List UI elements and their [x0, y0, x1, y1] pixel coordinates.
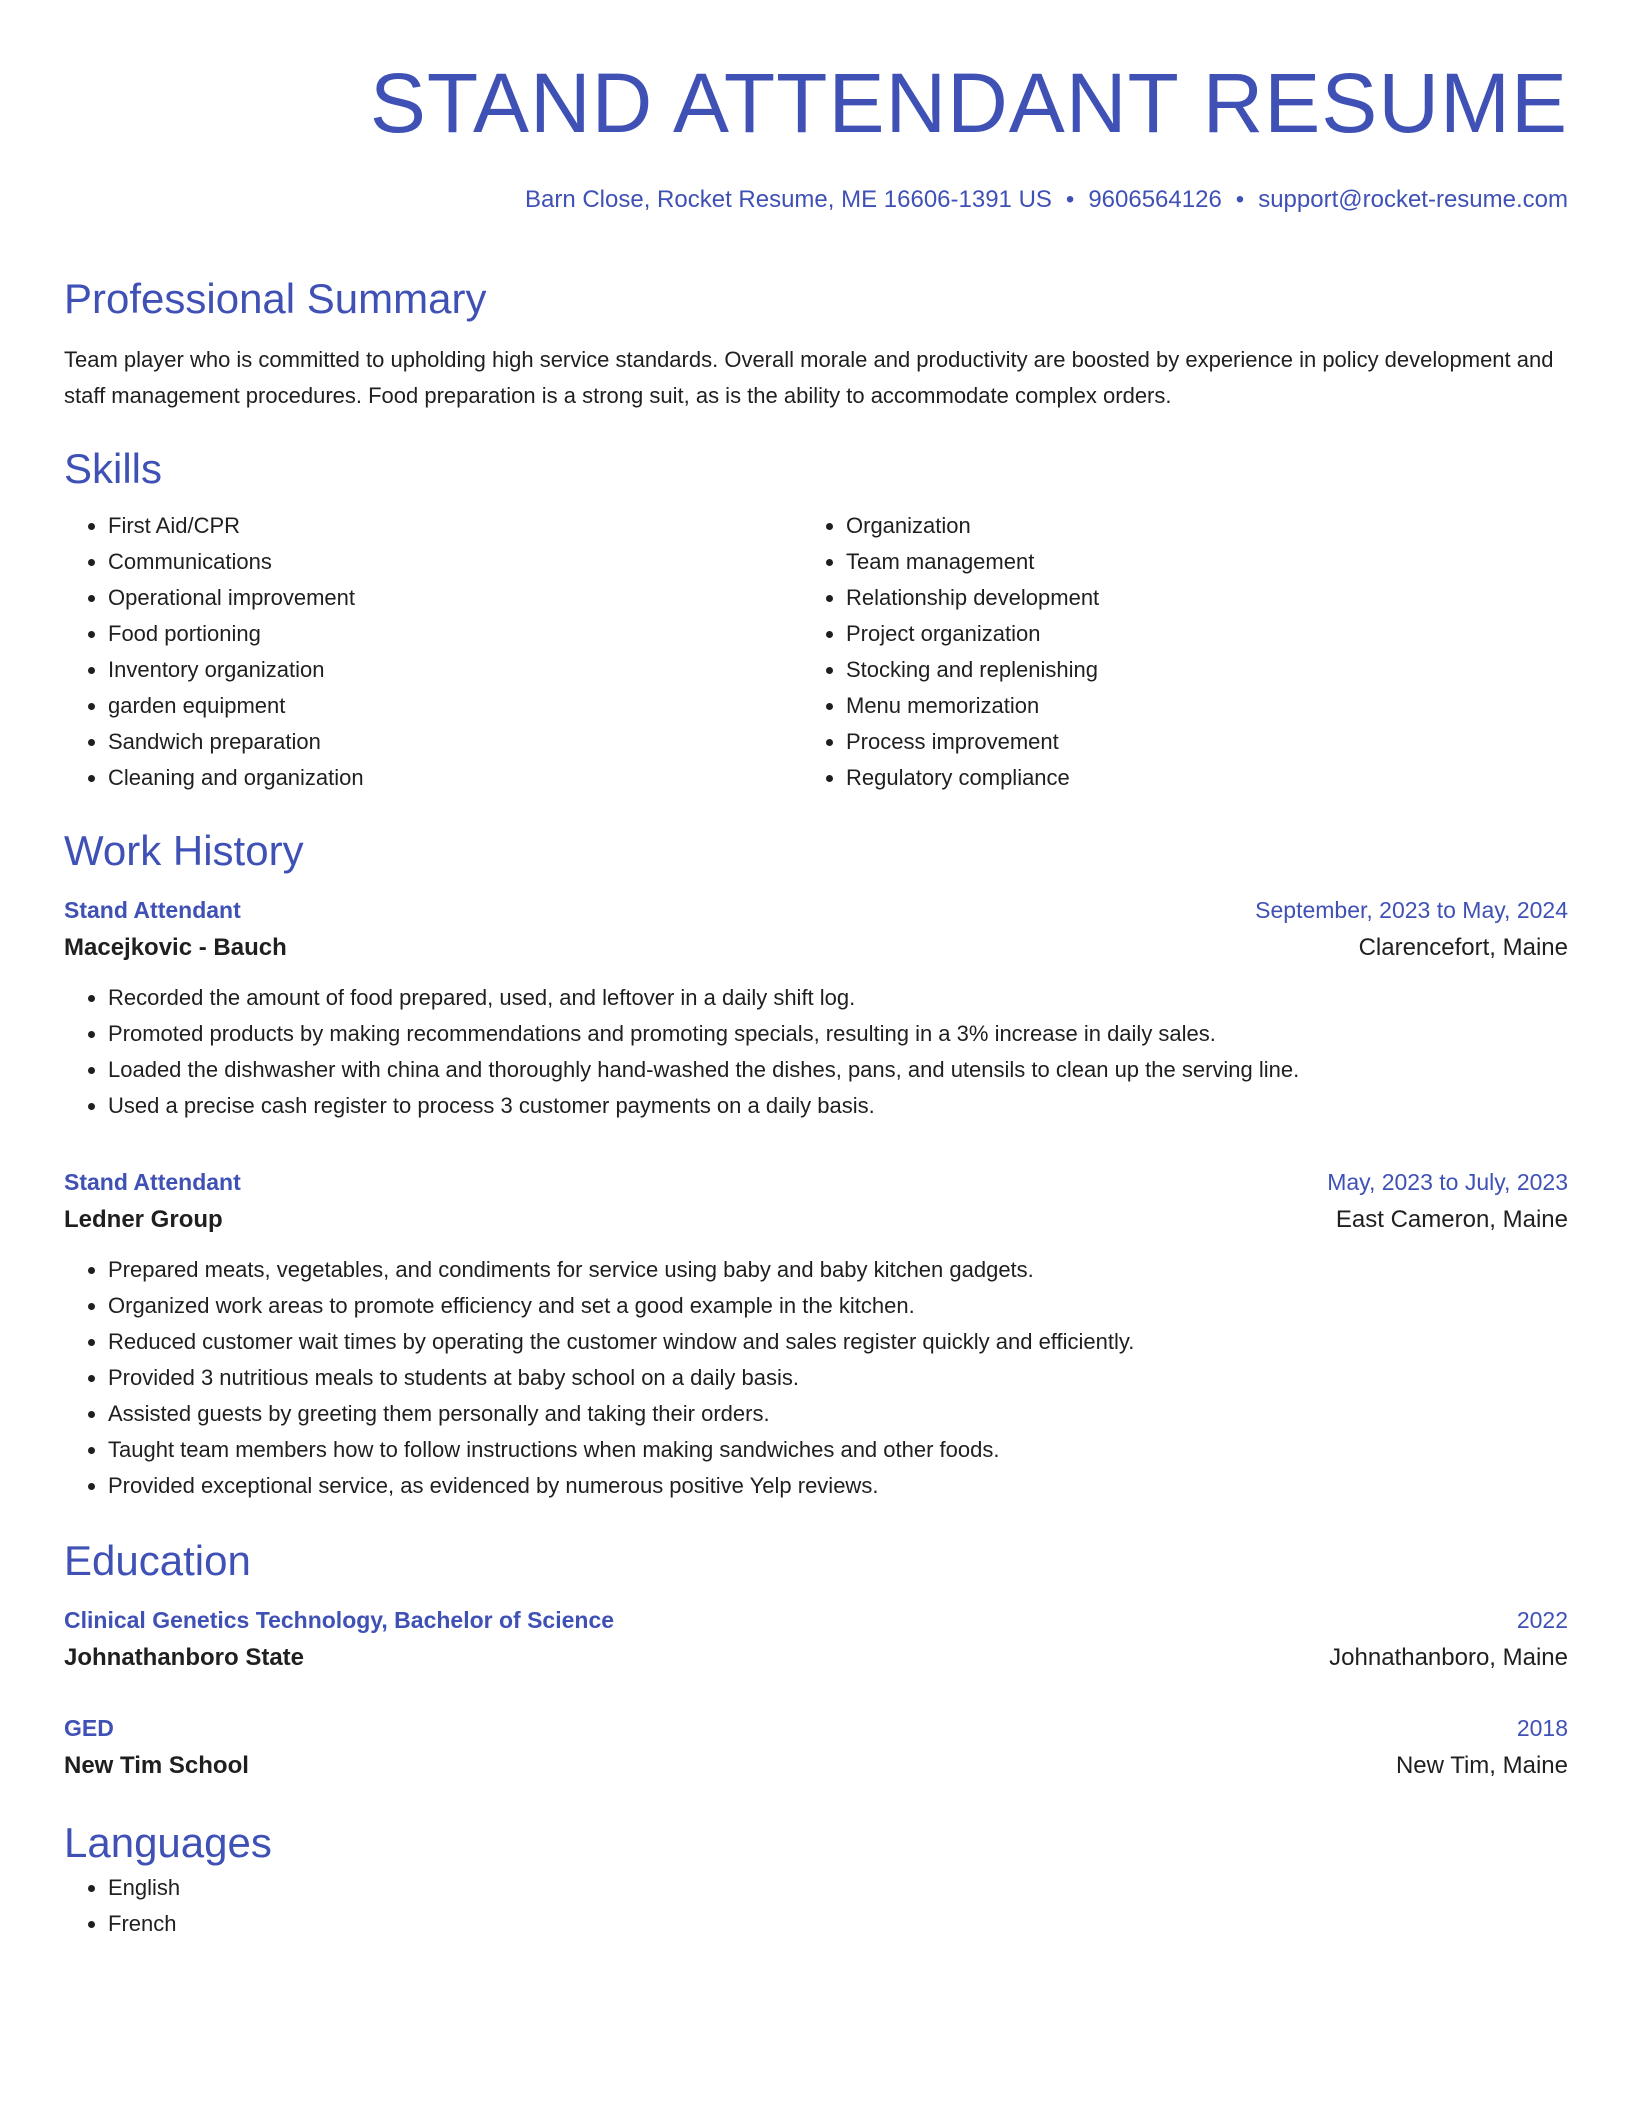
- language-item: • French: [108, 1906, 1568, 1942]
- education-degree: Clinical Genetics Technology, Bachelor of Science: [64, 1607, 615, 1633]
- job-role: Stand Attendant: [64, 1169, 241, 1195]
- job-employer-row: [64, 1200, 1568, 1240]
- language-item: • English: [108, 1870, 1568, 1906]
- education-year: 2018: [1516, 1715, 1568, 1741]
- education-school: New Tim School: [64, 1752, 249, 1779]
- education-school: Johnathanboro State: [64, 1644, 305, 1671]
- job-duties-list: [64, 1252, 1568, 1504]
- job-location: East Cameron, Maine: [1335, 1206, 1568, 1233]
- skill-item: • Stocking and replenishing: [846, 652, 1540, 688]
- job-duty: • Loaded the dishwasher with china and thoroughly hand-washed the dishes, pans, and utensils to clean up the serving line.: [108, 1052, 1568, 1088]
- work-history-section: [64, 824, 1568, 1504]
- skill-item: • Inventory organization: [108, 652, 802, 688]
- education-degree-row: [64, 1602, 1568, 1638]
- contact-phone: 9606564126: [1088, 186, 1222, 213]
- job-employer-row: [64, 928, 1568, 968]
- job-employer: Macejkovic - Bauch: [64, 934, 287, 961]
- job-duty: • Reduced customer wait times by operating the customer window and sales register quickly and efficiently.: [108, 1324, 1568, 1360]
- job-entry: [64, 1164, 1568, 1504]
- languages-heading: Languages: [64, 1819, 272, 1866]
- job-duty: • Organized work areas to promote efficiency and set a good example in the kitchen.: [108, 1288, 1568, 1324]
- education-year: 2022: [1516, 1607, 1568, 1633]
- job-header-row: [64, 892, 1568, 928]
- skill-item: • Process improvement: [846, 724, 1540, 760]
- skills-column-right: [802, 508, 1540, 796]
- education-school-row: [64, 1746, 1568, 1786]
- languages-list: [64, 1870, 1568, 1942]
- job-duty: • Provided exceptional service, as evidenced by numerous positive Yelp reviews.: [108, 1468, 1568, 1504]
- job-role: Stand Attendant: [64, 897, 241, 923]
- job-header-row: [64, 1164, 1568, 1200]
- job-dates: September, 2023 to May, 2024: [1255, 897, 1568, 923]
- contact-separator: •: [1235, 186, 1245, 213]
- skill-item: • Regulatory compliance: [846, 760, 1540, 796]
- skill-item: • Food portioning: [108, 616, 802, 652]
- skills-heading: Skills: [64, 445, 163, 492]
- contact-line: [64, 184, 1568, 216]
- job-employer: Ledner Group: [64, 1206, 223, 1233]
- summary-heading: Professional Summary: [64, 275, 487, 322]
- job-duty: • Provided 3 nutritious meals to students at baby school on a daily basis.: [108, 1360, 1568, 1396]
- skill-item: • Sandwich preparation: [108, 724, 802, 760]
- education-location: Johnathanboro, Maine: [1329, 1644, 1568, 1671]
- contact-separator: •: [1065, 186, 1075, 213]
- resume-title: STAND ATTENDANT RESUME: [369, 56, 1568, 150]
- skill-item: • Organization: [846, 508, 1540, 544]
- skill-item: • First Aid/CPR: [108, 508, 802, 544]
- skill-item: • garden equipment: [108, 688, 802, 724]
- job-duties-list: [64, 980, 1568, 1124]
- skill-item: • Project organization: [846, 616, 1540, 652]
- contact-email[interactable]: support@rocket-resume.com: [1258, 186, 1568, 213]
- resume-header: [64, 0, 1568, 216]
- education-section: [64, 1534, 1568, 1786]
- skill-item: • Relationship development: [846, 580, 1540, 616]
- job-duty: • Promoted products by making recommendations and promoting specials, resulting in a 3% increase in daily sales.: [108, 1016, 1568, 1052]
- education-entry: [64, 1602, 1568, 1678]
- skills-list-right: [802, 508, 1540, 796]
- skill-item: • Operational improvement: [108, 580, 802, 616]
- job-entry: [64, 892, 1568, 1124]
- education-school-row: [64, 1638, 1568, 1678]
- skills-columns: [64, 508, 1568, 796]
- job-location: Clarencefort, Maine: [1358, 934, 1568, 961]
- skills-list-left: [64, 508, 802, 796]
- job-dates: May, 2023 to July, 2023: [1327, 1169, 1568, 1195]
- summary-text: Team player who is committed to upholding high service standards. Overall morale and productivity are boosted by experience in policy development and staff management procedures. Food preparation is a strong suit, as is the ability to accommodate complex orders.: [64, 347, 1554, 408]
- summary-section: [64, 272, 1568, 414]
- skill-item: • Team management: [846, 544, 1540, 580]
- job-duty: • Taught team members how to follow instructions when making sandwiches and other foods.: [108, 1432, 1568, 1468]
- skills-section: [64, 442, 1568, 796]
- education-heading: Education: [64, 1537, 251, 1584]
- skill-item: • Cleaning and organization: [108, 760, 802, 796]
- contact-address: Barn Close, Rocket Resume, ME 16606-1391 US: [524, 186, 1052, 213]
- job-duty: • Prepared meats, vegetables, and condiments for service using baby and baby kitchen gadgets.: [108, 1252, 1568, 1288]
- job-duty: • Assisted guests by greeting them personally and taking their orders.: [108, 1396, 1568, 1432]
- languages-section: [64, 1816, 1568, 1942]
- job-duty: • Recorded the amount of food prepared, used, and leftover in a daily shift log.: [108, 980, 1568, 1016]
- education-entry: [64, 1710, 1568, 1786]
- skill-item: • Communications: [108, 544, 802, 580]
- education-location: New Tim, Maine: [1395, 1752, 1568, 1779]
- job-duty: • Used a precise cash register to process 3 customer payments on a daily basis.: [108, 1088, 1568, 1124]
- skill-item: • Menu memorization: [846, 688, 1540, 724]
- education-degree: GED: [64, 1715, 114, 1741]
- work-history-heading: Work History: [64, 827, 304, 874]
- skills-column-left: [64, 508, 802, 796]
- education-degree-row: [64, 1710, 1568, 1746]
